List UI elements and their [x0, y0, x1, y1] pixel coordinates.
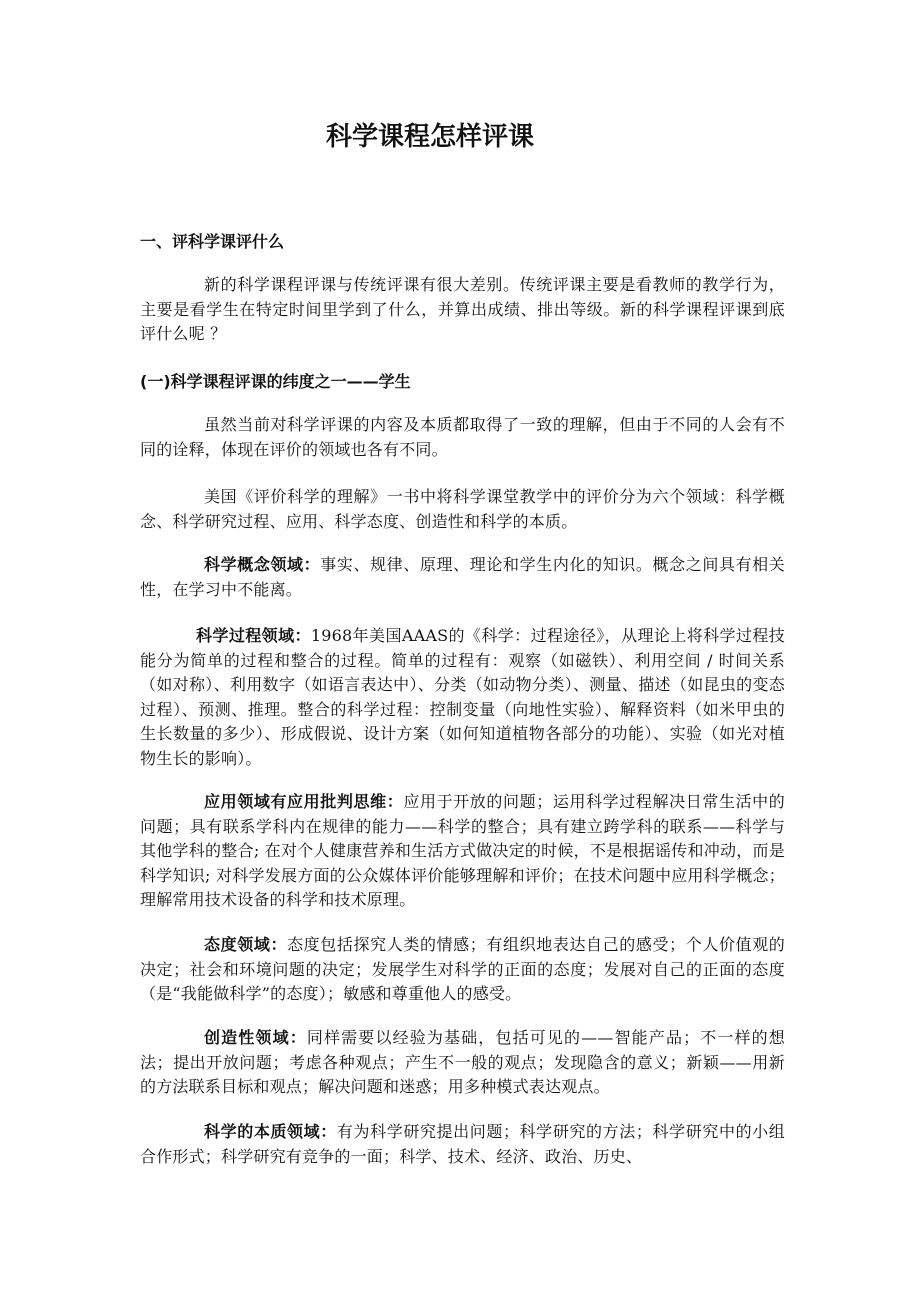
attitude-domain-text: 态度包括探究人类的情感；有组织地表达自己的感受；个人价值观的决定；社会和环境问题的决定；发展学生对科学的正面的态度；发展对自己的正面的态度（是“我能做科学”的态度）；敏感和尊重他人的感受。	[140, 935, 785, 1003]
process-domain-text: 1968年美国AAAS的《科学：过程途径》，从理论上将科学过程技能分为简单的过程和整合的过程。简单的过程有：观察（如磁铁）、利用空间 / 时间关系（如对称）、利用数字（如语言表达中）、分类（如动物分类）、测量、描述（如昆虫的变态过程）、预测、推理。整合的科学过程：控制变量（向地性实验）、解释资料（如米甲虫的生长数量的多少）、形成假说、设计方案（如何知道植物各部分的功能）、实验（如光对植物生长的影响）。	[140, 626, 785, 768]
attitude-domain-label: 态度领域：	[204, 935, 288, 954]
paragraph-application-domain	[140, 790, 785, 913]
application-domain-label: 应用领域有应用批判思维：	[204, 792, 404, 811]
paragraph-nature-domain	[140, 1120, 785, 1169]
application-domain-text: 应用于开放的问题；运用科学过程解决日常生活中的问题；具有联系学科内在规律的能力——科学的整合；具有建立跨学科的联系——科学与其他学科的整合; 在对个人健康营养和生活方式做决定的时候，不是根据谣传和冲动，而是科学知识; 对科学发展方面的公众媒体评价能够理解和评价；在技术问题中应用科学概念；理解常用技术设备的科学和技术原理。	[140, 792, 785, 909]
paragraph-interpretation: 虽然当前对科学评课的内容及本质都取得了一致的理解，但由于不同的人会有不同的诠释，体现在评价的领域也各有不同。	[140, 415, 785, 459]
creativity-domain-text: 同样需要以经验为基础，包括可见的——智能产品；不一样的想法；提出开放问题；考虑各种观点；产生不一般的观点；发现隐含的意义；新颖——用新的方法联系目标和观点；解决问题和迷惑；用多种模式表达观点。	[140, 1028, 786, 1096]
concept-domain-text: 事实、规律、原理、理论和学生内化的知识。概念之间具有相关性，在学习中不能离。	[140, 555, 785, 599]
paragraph-six-domains: 美国《评价科学的理解》一书中将科学课堂教学中的评价分为六个领域：科学概念、科学研究过程、应用、科学态度、创造性和科学的本质。	[140, 487, 785, 531]
paragraph-concept-domain	[140, 553, 785, 602]
document-title: 科学课程怎样评课	[325, 122, 534, 152]
nature-domain-label: 科学的本质领域：	[204, 1122, 337, 1141]
creativity-domain-label: 创造性领域：	[204, 1028, 307, 1047]
paragraph-creativity-domain	[140, 1026, 785, 1100]
nature-domain-text: 有为科学研究提出问题；科学研究的方法；科学研究中的小组合作形式；科学研究有竞争的一面；科学、技术、经济、政治、历史、	[140, 1122, 785, 1166]
paragraph-attitude-domain	[140, 933, 785, 1007]
paragraph-process-domain	[140, 624, 785, 771]
section-heading-1: 一、评科学课评什么	[140, 232, 285, 251]
concept-domain-label: 科学概念领域：	[204, 555, 321, 574]
process-domain-label: 科学过程领域：	[196, 626, 311, 645]
subsection-heading-students: (一)科学课程评课的纬度之一——学生	[140, 372, 411, 391]
intro-paragraph: 新的科学课程评课与传统评课有很大差别。传统评课主要是看教师的教学行为，主要是看学生在特定时间里学到了什么，并算出成绩、排出等级。新的科学课程评课到底评什么呢 ？	[140, 275, 785, 343]
